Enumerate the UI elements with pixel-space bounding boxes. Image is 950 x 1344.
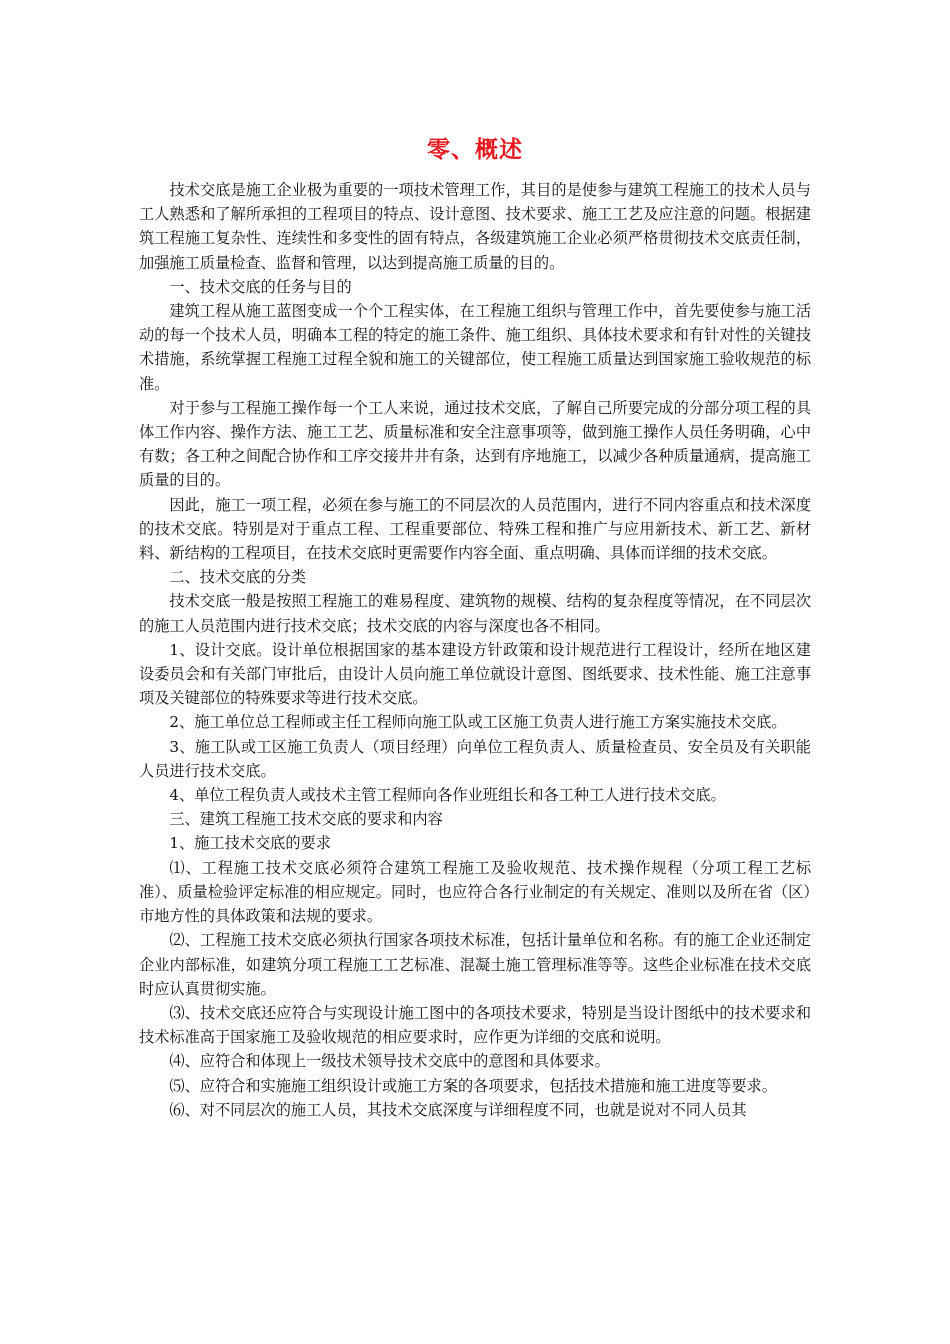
paragraph-intro: 技术交底是施工企业极为重要的一项技术管理工作，其目的是使参与建筑工程施工的技术人员与工人熟悉和了解所承担的工程项目的特点、设计意图、技术要求、施工工艺及应注意的问题。根据建筑工程施工复杂性、连续性和多变性的固有特点，各级建筑施工企业必须严格贯彻技术交底责任制，加强施工质量检查、监督和管理，以达到提高施工质量的目的。 xyxy=(139,181,811,272)
list-item: 1、设计交底。设计单位根据国家的基本建设方针政策和设计规范进行工程设计，经所在地区建设委员会和有关部门审批后，由设计人员向施工单位就设计意图、图纸要求、技术性能、施工注意事项及关键部位的特殊要求等进行技术交底。 xyxy=(139,640,811,708)
list-item: 2、施工单位总工程师或主任工程师向施工队或工区施工负责人进行施工方案实施技术交底。 xyxy=(169,713,787,732)
list-item: 3、施工队或工区施工负责人（项目经理）向单位工程负责人、质量检查员、安全员及有关职能人员进行技术交底。 xyxy=(139,737,811,780)
subsection-heading: 1、施工技术交底的要求 xyxy=(169,834,331,853)
list-item: ⑴、工程施工技术交底必须符合建筑工程施工及验收规范、技术操作规程（分项工程工艺标准）、质量检验评定标准的相应规定。同时，也应符合各行业制定的有关规定、准则以及所在省（区）市地方性的具体政策和法规的要求。 xyxy=(139,858,811,926)
paragraph: 技术交底一般是按照工程施工的难易程度、建筑物的规模、结构的复杂程度等情况，在不同层次的施工人员范围内进行技术交底；技术交底的内容与深度也各不相同。 xyxy=(139,592,811,635)
document-title: 零、概述 xyxy=(427,136,523,163)
list-item: ⑸、应符合和实施施工组织设计或施工方案的各项要求，包括技术措施和施工进度等要求。 xyxy=(169,1076,777,1095)
section-heading-1: 一、技术交底的任务与目的 xyxy=(169,277,352,296)
document-page xyxy=(139,126,811,1122)
paragraph: 建筑工程从施工蓝图变成一个个工程实体，在工程施工组织与管理工作中，首先要使参与施工活动的每一个技术人员，明确本工程的特定的施工条件、施工组织、具体技术要求和有针对性的关键技术措施，系统掌握工程施工过程全貌和施工的关键部位，使工程施工质量达到国家施工验收规范的标准。 xyxy=(139,302,811,393)
list-item: ⑷、应符合和体现上一级技术领导技术交底中的意图和具体要求。 xyxy=(169,1052,610,1071)
section-heading-2: 二、技术交底的分类 xyxy=(169,568,307,587)
list-item: 4、单位工程负责人或技术主管工程师向各作业班组长和各工种工人进行技术交底。 xyxy=(169,786,726,805)
list-item: ⑵、工程施工技术交底必须执行国家各项技术标准，包括计量单位和名称。有的施工企业还制定企业内部标准，如建筑分项工程施工工艺标准、混凝土施工管理标准等等。这些企业标准在技术交底时应认真贯彻实施。 xyxy=(139,931,811,998)
section-heading-3: 三、建筑工程施工技术交底的要求和内容 xyxy=(169,810,443,829)
list-item: ⑶、技术交底还应符合与实现设计施工图中的各项技术要求，特别是当设计图纸中的技术要求和技术标准高于国家施工及验收规范的相应要求时，应作更为详细的交底和说明。 xyxy=(139,1003,811,1047)
paragraph: 对于参与工程施工操作每一个工人来说，通过技术交底，了解自己所要完成的分部分项工程的具体工作内容、操作方法、施工工艺、质量标准和安全注意事项等，做到施工操作人员任务明确，心中有数；各工种之间配合协作和工序交接井井有条，达到有序地施工，以减少各种质量通病，提高施工质量的目的。 xyxy=(139,398,811,490)
paragraph: 因此，施工一项工程，必须在参与施工的不同层次的人员范围内，进行不同内容重点和技术深度的技术交底。特别是对于重点工程、工程重要部位、特殊工程和推广与应用新技术、新工艺、新材料、新结构的工程项目，在技术交底时更需要作内容全面、重点明确、具体而详细的技术交底。 xyxy=(139,495,811,563)
list-item: ⑹、对不同层次的施工人员，其技术交底深度与详细程度不同，也就是说对不同人员其 xyxy=(169,1100,747,1119)
